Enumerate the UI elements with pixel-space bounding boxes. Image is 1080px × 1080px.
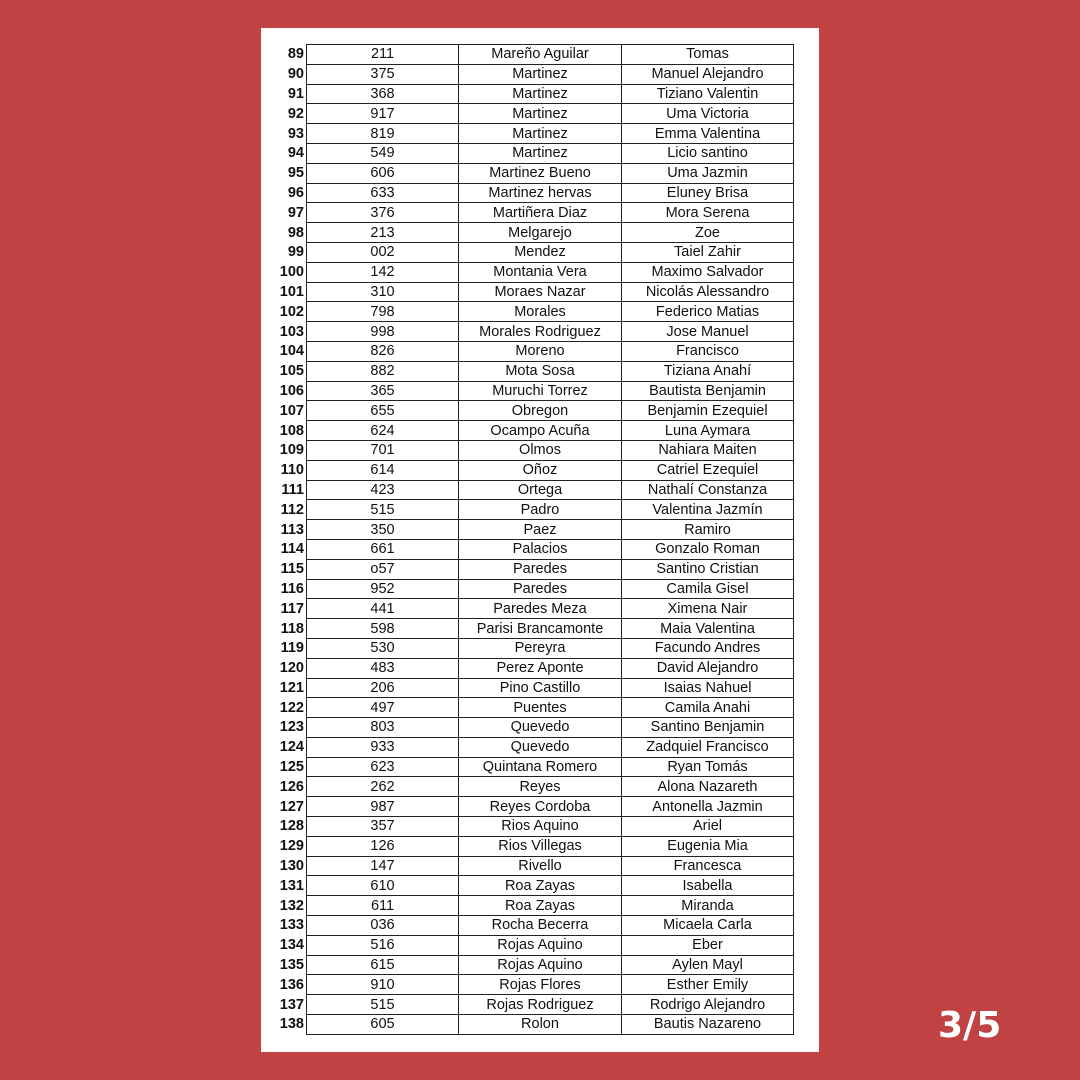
table-row bbox=[271, 163, 794, 183]
row-number: 124 bbox=[279, 739, 304, 756]
row-surname: Ortega bbox=[459, 480, 622, 500]
row-surname: Paredes bbox=[459, 579, 622, 599]
table-row bbox=[271, 896, 794, 916]
row-firstname: Micaela Carla bbox=[622, 916, 794, 936]
row-surname: Paez bbox=[459, 520, 622, 540]
row-firstname: David Alejandro bbox=[622, 658, 794, 678]
row-firstname: Ramiro bbox=[622, 520, 794, 540]
row-surname: Martinez bbox=[459, 104, 622, 124]
row-firstname: Eber bbox=[622, 935, 794, 955]
row-surname: Martinez Bueno bbox=[459, 163, 622, 183]
row-code: 826 bbox=[307, 341, 459, 361]
row-number: 122 bbox=[279, 699, 304, 716]
row-firstname: Isaias Nahuel bbox=[622, 678, 794, 698]
row-surname: Rolon bbox=[459, 1015, 622, 1035]
row-firstname: Nicolás Alessandro bbox=[622, 282, 794, 302]
row-code: 147 bbox=[307, 856, 459, 876]
row-number: 98 bbox=[287, 224, 304, 241]
row-firstname: Bautis Nazareno bbox=[622, 1015, 794, 1035]
row-surname: Pino Castillo bbox=[459, 678, 622, 698]
row-number: 100 bbox=[279, 264, 304, 281]
page-indicator: 3/5 bbox=[938, 1005, 1002, 1046]
row-surname: Rios Villegas bbox=[459, 836, 622, 856]
row-code: 357 bbox=[307, 817, 459, 837]
row-surname: Roa Zayas bbox=[459, 896, 622, 916]
table-row bbox=[271, 262, 794, 282]
row-code: 036 bbox=[307, 916, 459, 936]
row-surname: Martinez bbox=[459, 64, 622, 84]
table-row bbox=[271, 45, 794, 65]
row-code: 350 bbox=[307, 520, 459, 540]
table-row bbox=[271, 698, 794, 718]
table-row bbox=[271, 797, 794, 817]
row-surname: Rojas Aquino bbox=[459, 955, 622, 975]
row-number: 95 bbox=[287, 165, 304, 182]
row-number: 113 bbox=[280, 521, 304, 538]
row-surname: Olmos bbox=[459, 440, 622, 460]
row-code: 882 bbox=[307, 361, 459, 381]
table-row bbox=[271, 381, 794, 401]
table-row bbox=[271, 460, 794, 480]
table-row bbox=[271, 757, 794, 777]
row-code: 661 bbox=[307, 539, 459, 559]
row-surname: Quevedo bbox=[459, 737, 622, 757]
row-surname: Martiñera Diaz bbox=[459, 203, 622, 223]
row-surname: Morales Rodriguez bbox=[459, 322, 622, 342]
row-surname: Melgarejo bbox=[459, 223, 622, 243]
row-number: 104 bbox=[279, 343, 304, 360]
row-firstname: Francisco bbox=[622, 341, 794, 361]
row-code: 987 bbox=[307, 797, 459, 817]
row-number: 119 bbox=[280, 640, 304, 657]
row-number: 121 bbox=[279, 679, 304, 696]
row-code: 803 bbox=[307, 718, 459, 738]
row-code: 368 bbox=[307, 84, 459, 104]
row-code: 933 bbox=[307, 737, 459, 757]
row-number: 101 bbox=[279, 283, 304, 300]
row-firstname: Federico Matias bbox=[622, 302, 794, 322]
table-row bbox=[271, 104, 794, 124]
row-code: 497 bbox=[307, 698, 459, 718]
row-firstname: Mora Serena bbox=[622, 203, 794, 223]
row-code: 605 bbox=[307, 1015, 459, 1035]
row-number: 99 bbox=[287, 244, 304, 261]
row-number: 138 bbox=[279, 1016, 304, 1033]
row-firstname: Maia Valentina bbox=[622, 619, 794, 639]
row-code: 213 bbox=[307, 223, 459, 243]
row-firstname: Tiziana Anahí bbox=[622, 361, 794, 381]
row-number: 89 bbox=[287, 46, 304, 63]
row-surname: Perez Aponte bbox=[459, 658, 622, 678]
row-number: 110 bbox=[280, 462, 304, 479]
row-firstname: Tomas bbox=[622, 45, 794, 65]
row-number: 131 bbox=[279, 877, 304, 894]
table-row bbox=[271, 143, 794, 163]
row-firstname: Zoe bbox=[622, 223, 794, 243]
table-row bbox=[271, 124, 794, 144]
row-code: 206 bbox=[307, 678, 459, 698]
table-row bbox=[271, 619, 794, 639]
row-firstname: Benjamin Ezequiel bbox=[622, 401, 794, 421]
table-row bbox=[271, 183, 794, 203]
row-code: 515 bbox=[307, 995, 459, 1015]
row-code: 549 bbox=[307, 143, 459, 163]
row-firstname: Ximena Nair bbox=[622, 599, 794, 619]
table-row bbox=[271, 718, 794, 738]
row-number: 107 bbox=[279, 402, 304, 419]
row-code: 515 bbox=[307, 500, 459, 520]
table-row bbox=[271, 282, 794, 302]
row-surname: Rojas Rodriguez bbox=[459, 995, 622, 1015]
row-surname: Mendez bbox=[459, 242, 622, 262]
row-firstname: Eluney Brisa bbox=[622, 183, 794, 203]
row-code: o57 bbox=[307, 559, 459, 579]
student-list-table bbox=[271, 44, 794, 1035]
row-firstname: Manuel Alejandro bbox=[622, 64, 794, 84]
row-firstname: Luna Aymara bbox=[622, 421, 794, 441]
row-firstname: Antonella Jazmin bbox=[622, 797, 794, 817]
table-row bbox=[271, 975, 794, 995]
row-firstname: Aylen Mayl bbox=[622, 955, 794, 975]
row-firstname: Catriel Ezequiel bbox=[622, 460, 794, 480]
row-firstname: Alona Nazareth bbox=[622, 777, 794, 797]
row-firstname: Maximo Salvador bbox=[622, 262, 794, 282]
table-row bbox=[271, 341, 794, 361]
table-row bbox=[271, 658, 794, 678]
row-code: 376 bbox=[307, 203, 459, 223]
row-number: 133 bbox=[279, 917, 304, 934]
row-surname: Obregon bbox=[459, 401, 622, 421]
row-surname: Martinez bbox=[459, 124, 622, 144]
table-row bbox=[271, 361, 794, 381]
row-code: 142 bbox=[307, 262, 459, 282]
row-number: 132 bbox=[279, 897, 304, 914]
row-surname: Rojas Flores bbox=[459, 975, 622, 995]
table-row bbox=[271, 302, 794, 322]
table-row bbox=[271, 579, 794, 599]
row-code: 611 bbox=[307, 896, 459, 916]
row-surname: Reyes bbox=[459, 777, 622, 797]
row-number: 130 bbox=[279, 858, 304, 875]
row-number: 112 bbox=[280, 501, 304, 518]
row-code: 483 bbox=[307, 658, 459, 678]
row-number: 128 bbox=[279, 818, 304, 835]
table-row bbox=[271, 777, 794, 797]
row-number: 96 bbox=[287, 184, 304, 201]
row-code: 655 bbox=[307, 401, 459, 421]
row-number: 127 bbox=[279, 798, 304, 815]
table-row bbox=[271, 203, 794, 223]
row-code: 310 bbox=[307, 282, 459, 302]
row-firstname: Uma Jazmin bbox=[622, 163, 794, 183]
row-number: 117 bbox=[280, 600, 304, 617]
row-number: 125 bbox=[279, 759, 304, 776]
row-firstname: Jose Manuel bbox=[622, 322, 794, 342]
table-row bbox=[271, 916, 794, 936]
row-surname: Palacios bbox=[459, 539, 622, 559]
row-number: 97 bbox=[287, 204, 304, 221]
table-row bbox=[271, 678, 794, 698]
table-row bbox=[271, 559, 794, 579]
row-surname: Pereyra bbox=[459, 638, 622, 658]
row-number: 91 bbox=[287, 85, 304, 102]
row-surname: Montania Vera bbox=[459, 262, 622, 282]
row-firstname: Camila Gisel bbox=[622, 579, 794, 599]
row-surname: Martinez bbox=[459, 143, 622, 163]
row-number: 105 bbox=[279, 363, 304, 380]
row-surname: Rocha Becerra bbox=[459, 916, 622, 936]
row-number: 135 bbox=[279, 957, 304, 974]
row-code: 624 bbox=[307, 421, 459, 441]
row-surname: Parisi Brancamonte bbox=[459, 619, 622, 639]
row-number: 109 bbox=[279, 442, 304, 459]
row-number: 134 bbox=[279, 937, 304, 954]
row-code: 211 bbox=[307, 45, 459, 65]
row-code: 615 bbox=[307, 955, 459, 975]
row-code: 623 bbox=[307, 757, 459, 777]
table-row bbox=[271, 599, 794, 619]
row-code: 910 bbox=[307, 975, 459, 995]
row-firstname: Nahiara Maiten bbox=[622, 440, 794, 460]
row-firstname: Valentina Jazmín bbox=[622, 500, 794, 520]
row-surname: Reyes Cordoba bbox=[459, 797, 622, 817]
row-firstname: Bautista Benjamin bbox=[622, 381, 794, 401]
table-row bbox=[271, 935, 794, 955]
row-code: 375 bbox=[307, 64, 459, 84]
row-number: 116 bbox=[280, 580, 304, 597]
row-surname: Martinez hervas bbox=[459, 183, 622, 203]
row-code: 441 bbox=[307, 599, 459, 619]
row-firstname: Rodrigo Alejandro bbox=[622, 995, 794, 1015]
table-row bbox=[271, 836, 794, 856]
row-code: 002 bbox=[307, 242, 459, 262]
row-surname: Quintana Romero bbox=[459, 757, 622, 777]
row-number: 126 bbox=[279, 778, 304, 795]
row-firstname: Ariel bbox=[622, 817, 794, 837]
row-code: 606 bbox=[307, 163, 459, 183]
table-row bbox=[271, 84, 794, 104]
table-row bbox=[271, 520, 794, 540]
row-surname: Moreno bbox=[459, 341, 622, 361]
row-firstname: Tiziano Valentin bbox=[622, 84, 794, 104]
row-firstname: Esther Emily bbox=[622, 975, 794, 995]
table-row bbox=[271, 1015, 794, 1035]
table-row bbox=[271, 421, 794, 441]
row-firstname: Nathalí Constanza bbox=[622, 480, 794, 500]
row-number: 93 bbox=[287, 125, 304, 142]
row-firstname: Santino Cristian bbox=[622, 559, 794, 579]
row-firstname: Eugenia Mia bbox=[622, 836, 794, 856]
row-number: 115 bbox=[280, 561, 304, 578]
row-number: 108 bbox=[279, 422, 304, 439]
row-firstname: Miranda bbox=[622, 896, 794, 916]
row-code: 365 bbox=[307, 381, 459, 401]
row-surname: Moraes Nazar bbox=[459, 282, 622, 302]
row-number: 129 bbox=[279, 838, 304, 855]
row-firstname: Francesca bbox=[622, 856, 794, 876]
row-number: 103 bbox=[279, 323, 304, 340]
table-row bbox=[271, 539, 794, 559]
row-number: 123 bbox=[279, 719, 304, 736]
row-surname: Puentes bbox=[459, 698, 622, 718]
table-row bbox=[271, 64, 794, 84]
row-surname: Rojas Aquino bbox=[459, 935, 622, 955]
row-surname: Muruchi Torrez bbox=[459, 381, 622, 401]
row-number: 136 bbox=[279, 976, 304, 993]
row-firstname: Taiel Zahir bbox=[622, 242, 794, 262]
student-list-body bbox=[271, 45, 794, 1035]
row-surname: Mota Sosa bbox=[459, 361, 622, 381]
row-firstname: Santino Benjamin bbox=[622, 718, 794, 738]
row-surname: Paredes bbox=[459, 559, 622, 579]
row-code: 819 bbox=[307, 124, 459, 144]
row-number: 118 bbox=[280, 620, 304, 637]
row-firstname: Emma Valentina bbox=[622, 124, 794, 144]
row-code: 798 bbox=[307, 302, 459, 322]
row-firstname: Gonzalo Roman bbox=[622, 539, 794, 559]
row-surname: Quevedo bbox=[459, 718, 622, 738]
row-firstname: Uma Victoria bbox=[622, 104, 794, 124]
row-firstname: Isabella bbox=[622, 876, 794, 896]
row-code: 530 bbox=[307, 638, 459, 658]
row-code: 262 bbox=[307, 777, 459, 797]
table-row bbox=[271, 638, 794, 658]
row-surname: Oñoz bbox=[459, 460, 622, 480]
row-code: 701 bbox=[307, 440, 459, 460]
row-surname: Paredes Meza bbox=[459, 599, 622, 619]
row-code: 423 bbox=[307, 480, 459, 500]
row-code: 516 bbox=[307, 935, 459, 955]
table-row bbox=[271, 817, 794, 837]
row-number: 137 bbox=[279, 996, 304, 1013]
row-number: 94 bbox=[287, 145, 304, 162]
table-row bbox=[271, 242, 794, 262]
row-code: 614 bbox=[307, 460, 459, 480]
row-firstname: Facundo Andres bbox=[622, 638, 794, 658]
row-code: 633 bbox=[307, 183, 459, 203]
row-surname: Padro bbox=[459, 500, 622, 520]
table-row bbox=[271, 995, 794, 1015]
row-surname: Morales bbox=[459, 302, 622, 322]
row-code: 126 bbox=[307, 836, 459, 856]
table-row bbox=[271, 856, 794, 876]
table-row bbox=[271, 737, 794, 757]
row-number: 102 bbox=[279, 303, 304, 320]
row-number: 92 bbox=[287, 105, 304, 122]
row-firstname: Ryan Tomás bbox=[622, 757, 794, 777]
table-row bbox=[271, 876, 794, 896]
table-row bbox=[271, 955, 794, 975]
row-surname: Ocampo Acuña bbox=[459, 421, 622, 441]
row-code: 917 bbox=[307, 104, 459, 124]
row-code: 598 bbox=[307, 619, 459, 639]
table-row bbox=[271, 401, 794, 421]
table-row bbox=[271, 322, 794, 342]
row-code: 952 bbox=[307, 579, 459, 599]
row-number: 106 bbox=[279, 382, 304, 399]
row-number: 111 bbox=[281, 481, 304, 498]
row-surname: Rios Aquino bbox=[459, 817, 622, 837]
table-row bbox=[271, 223, 794, 243]
row-firstname: Licio santino bbox=[622, 143, 794, 163]
row-number: 120 bbox=[279, 660, 304, 677]
row-code: 610 bbox=[307, 876, 459, 896]
row-number: 90 bbox=[287, 66, 304, 83]
table-row bbox=[271, 480, 794, 500]
table-row bbox=[271, 500, 794, 520]
table-row bbox=[271, 440, 794, 460]
row-surname: Rivello bbox=[459, 856, 622, 876]
row-surname: Mareño Aguilar bbox=[459, 45, 622, 65]
row-firstname: Zadquiel Francisco bbox=[622, 737, 794, 757]
row-firstname: Camila Anahi bbox=[622, 698, 794, 718]
row-code: 998 bbox=[307, 322, 459, 342]
row-number: 114 bbox=[280, 541, 304, 558]
row-surname: Roa Zayas bbox=[459, 876, 622, 896]
row-surname: Martinez bbox=[459, 84, 622, 104]
